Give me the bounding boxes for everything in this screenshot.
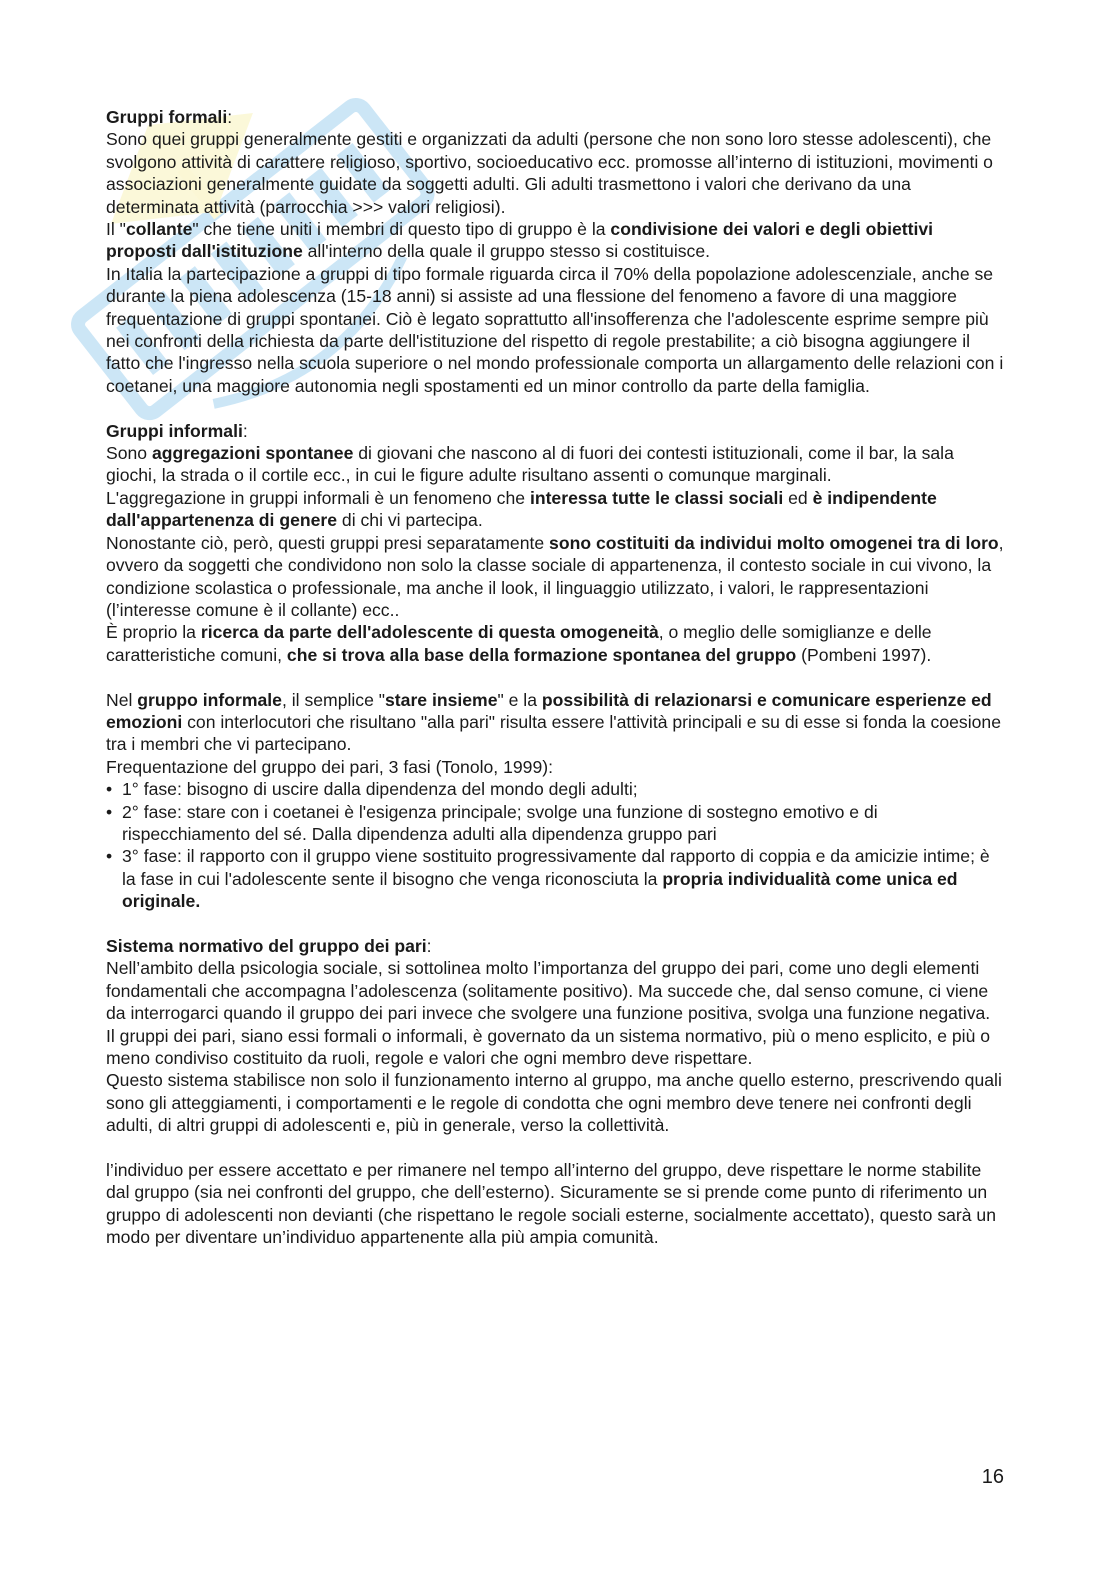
- bold-run: aggregazioni spontanee: [151, 443, 354, 464]
- paragraph: [106, 487, 1006, 532]
- text-run: , o meglio delle somiglianze e delle caratteristiche comuni,: [106, 622, 932, 665]
- paragraph: Questo sistema stabilisce non solo il funzionamento interno al gruppo, ma anche quello esterno, prescrivendo quali sono gli atteggiamenti, i comportamenti e le regole di condotta che ogni membro deve tenere nei confronti degli adulti, di altri gruppi di adolescenti e, più in generale, verso la collettività.: [106, 1070, 1002, 1136]
- text-run: ed: [783, 487, 813, 508]
- bold-run: che si trova alla base della formazione spontanea del gruppo: [286, 644, 797, 665]
- section-title: Sistema normativo del gruppo dei pari: [106, 935, 427, 956]
- text-run: di giovani che nascono al di fuori dei contesti istituzionali, come il bar, la sala giochi, la strada o il cortile ecc., in cui le figure adulte risultano assenti o comunque marginali.: [106, 443, 954, 486]
- document-body: [106, 106, 1006, 1249]
- text-run: È proprio la: [106, 622, 201, 643]
- paragraph: [106, 218, 1006, 263]
- text-run: L'aggregazione in gruppi informali è un fenomeno che: [106, 487, 530, 508]
- bold-run: collante: [125, 219, 193, 240]
- text-run: Sono: [106, 443, 152, 464]
- text-run: , il semplice ": [281, 689, 386, 710]
- text-run: , ovvero da soggetti che condividono non solo la classe sociale di appartenenza, il contesto sociale in cui vivono, la condizione scolastica o professionale, ma anche il look, il linguaggio utilizzato, i valori, le rappresentazioni (l’interesse comune è il collante) ecc..: [106, 532, 1004, 620]
- paragraph: Frequentazione del gruppo dei pari, 3 fasi (Tonolo, 1999):: [106, 756, 553, 777]
- phases-list: [106, 778, 1006, 912]
- text-run: Nel: [106, 689, 138, 710]
- paragraph: [106, 532, 1006, 622]
- section-formal-groups-heading: Gruppi formali:: [106, 107, 233, 127]
- bold-run: interessa tutte le classi sociali: [529, 487, 784, 508]
- paragraph: [106, 442, 1006, 487]
- section-normative-system-heading: Sistema normativo del gruppo dei pari:: [106, 935, 432, 956]
- list-item: • 1° fase: bisogno di uscire dalla dipendenza del mondo degli adulti;: [106, 778, 1006, 800]
- text-run: di chi vi partecipa.: [337, 510, 483, 531]
- text-run: (Pombeni 1997).: [796, 644, 932, 665]
- paragraph: Nell’ambito della psicologia sociale, si sottolinea molto l’importanza del gruppo dei pari, come uno degli elementi fondamentali che accompagna l’adolescenza (solitamente positivo). Ma succede che, dal senso comune, ci viene da interrogarci quando il gruppo dei pari invece che svolgere una funzione positiva, svolga una funzione negativa.: [106, 958, 991, 1024]
- paragraph: Il gruppi dei pari, siano essi formali o informali, è governato da un sistema normativo, più o meno esplicito, e più o meno condiviso costituito da ruoli, regole e valori che ogni membro deve rispettare.: [106, 1025, 991, 1069]
- text-run: Il ": [106, 219, 126, 240]
- text-run: all'interno della quale il gruppo stesso si costituisce.: [302, 241, 711, 262]
- bold-run: è indipendente dall'appartenenza di genere: [106, 487, 937, 531]
- list-item: [106, 845, 1006, 912]
- paragraph: [106, 621, 1006, 666]
- section-informal-groups-heading: Gruppi informali:: [106, 420, 248, 441]
- bold-run: possibilità di relazionarsi e comunicare esperienze ed emozioni: [106, 689, 992, 732]
- bold-run: propria individualità come unica ed originale.: [122, 868, 958, 912]
- text-run: " e la: [497, 689, 542, 710]
- paragraph: [106, 689, 1006, 756]
- text-run: con interlocutori che risultano "alla pari" risulta essere l'attività principali e su di esse si fonda la coesione tra i membri che vi partecipano.: [106, 711, 1001, 755]
- paragraph: In Italia la partecipazione a gruppi di tipo formale riguarda circa il 70% della popolazione adolescenziale, anche se durante la piena adolescenza (15-18 anni) si assiste ad una flessione del fenomeno a favore di una maggiore frequentazione di gruppi spontanei. Ciò è legato soprattutto all'insofferenza che l'adolescente esprime sempre più nei confronti della richiesta da parte dell'istituzione del rispetto di regole prestabilite; a ciò bisogna aggiungere il fatto che l'ingresso nella scuola superiore o nel mondo professionale comporta un allargamento delle relazioni con i coetanei, una maggiore autonomia negli spostamenti ed un minor controllo da parte della famiglia.: [106, 263, 1004, 396]
- bold-run: stare insieme: [385, 689, 498, 710]
- bold-run: condivisione dei valori e degli obiettivi proposti dall'istituzione: [106, 219, 934, 262]
- section-title: Gruppi informali: [106, 420, 243, 441]
- paragraph: l’individuo per essere accettato e per rimanere nel tempo all’interno del gruppo, deve rispettare le norme stabilite dal gruppo (sia nei confronti del gruppo, che dell’esterno). Sicuramente se si prende come punto di riferimento un gruppo di adolescenti non devianti (che rispettano le regole sociali esterne, socialmente accettato), questo sarà un modo per diventare un’individuo appartenente alla più ampia comunità.: [106, 1160, 996, 1248]
- list-item: • 2° fase: stare con i coetanei è l'esigenza principale; svolge una funzione di sostegno emotivo e di rispecchiamento del sé. Dalla dipendenza adulti alla dipendenza gruppo pari: [106, 801, 1006, 846]
- text-run: " che tiene uniti i membri di questo tipo di gruppo è la: [192, 219, 611, 240]
- paragraph: Sono quei gruppi generalmente gestiti e organizzati da adulti (persone che non sono loro stesse adolescenti), che svolgono attività di carattere religioso, sportivo, socioeducativo ecc. promosse all’interno di istituzioni, movimenti o associazioni generalmente guidate da soggetti adulti. Gli adulti trasmettono i valori che derivano da una determinata attività (parrocchia >>> valori religiosi).: [106, 129, 993, 217]
- section-title: Gruppi formali: [106, 107, 228, 127]
- bold-run: sono costituiti da individui molto omogenei tra di loro: [549, 532, 999, 553]
- page-number: 16: [981, 1466, 1004, 1488]
- text-run: Nonostante ciò, però, questi gruppi presi separatamente: [106, 532, 550, 553]
- bold-run: ricerca da parte dell'adolescente di questa omogeneità: [200, 622, 659, 643]
- bold-run: gruppo informale: [137, 689, 282, 710]
- text-run: 3° fase: il rapporto con il gruppo viene sostituito progressivamente dal rapporto di coppia e da amicizie intime; è la fase in cui l'adolescente sente il bisogno che venga riconosciuta la: [122, 846, 990, 889]
